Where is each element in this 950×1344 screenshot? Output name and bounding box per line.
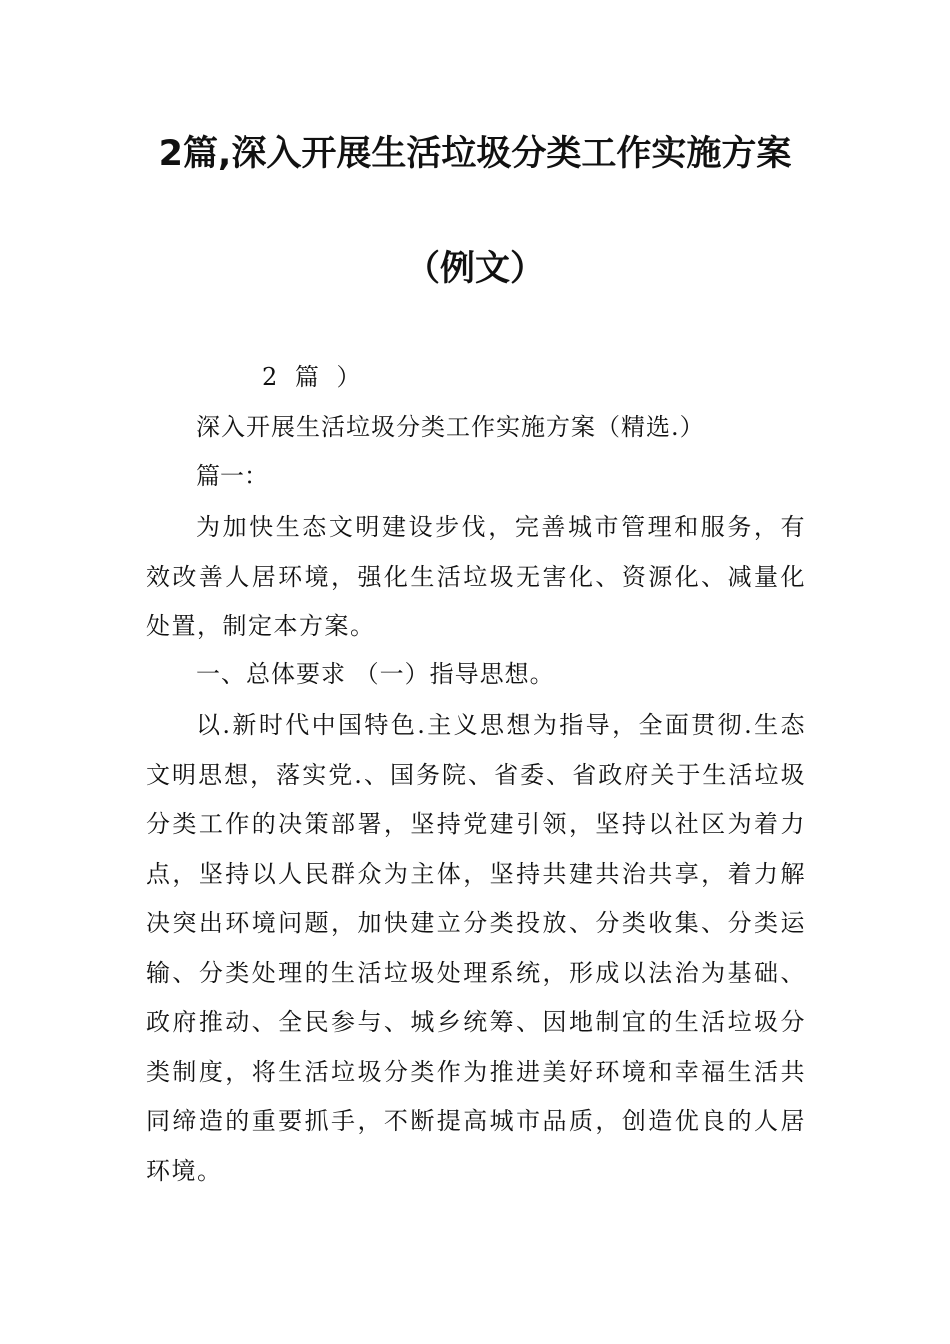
intro-paragraph: 为加快生态文明建设步伐，完善城市管理和服务，有效改善人居环境，强化生活垃圾无害化、资源化、减量化处置，制定本方案。 — [146, 513, 806, 640]
document-title-line-1: 2篇,深入开展生活垃圾分类工作实施方案 — [158, 134, 792, 174]
document-note: 2 篇 ） — [262, 363, 361, 391]
document-title-line-2: （例文） — [404, 249, 545, 289]
section-label: 篇一： — [196, 462, 268, 490]
section-heading: 一、总体要求 （一）指导思想。 — [196, 660, 555, 688]
document-subtitle: 深入开展生活垃圾分类工作实施方案（精选.） — [196, 413, 705, 441]
guiding-thought-paragraph: 以.新时代中国特色.主义思想为指导，全面贯彻.生态文明思想，落实党.、国务院、省委、省政府关于生活垃圾分类工作的决策部署，坚持党建引领，坚持以社区为着力点，坚持以人民群众为主体，坚持共建共治共享，着力解决突出环境问题，加快建立分类投放、分类收集、分类运输、分类处理的生活垃圾处理系统，形成以法治为基础、政府推动、全民参与、城乡统筹、因地制宜的生活垃圾分类制度，将生活垃圾分类作为推进美好环境和幸福生活共同缔造的重要抓手，不断提高城市品质，创造优良的人居环境。 — [146, 711, 806, 1185]
